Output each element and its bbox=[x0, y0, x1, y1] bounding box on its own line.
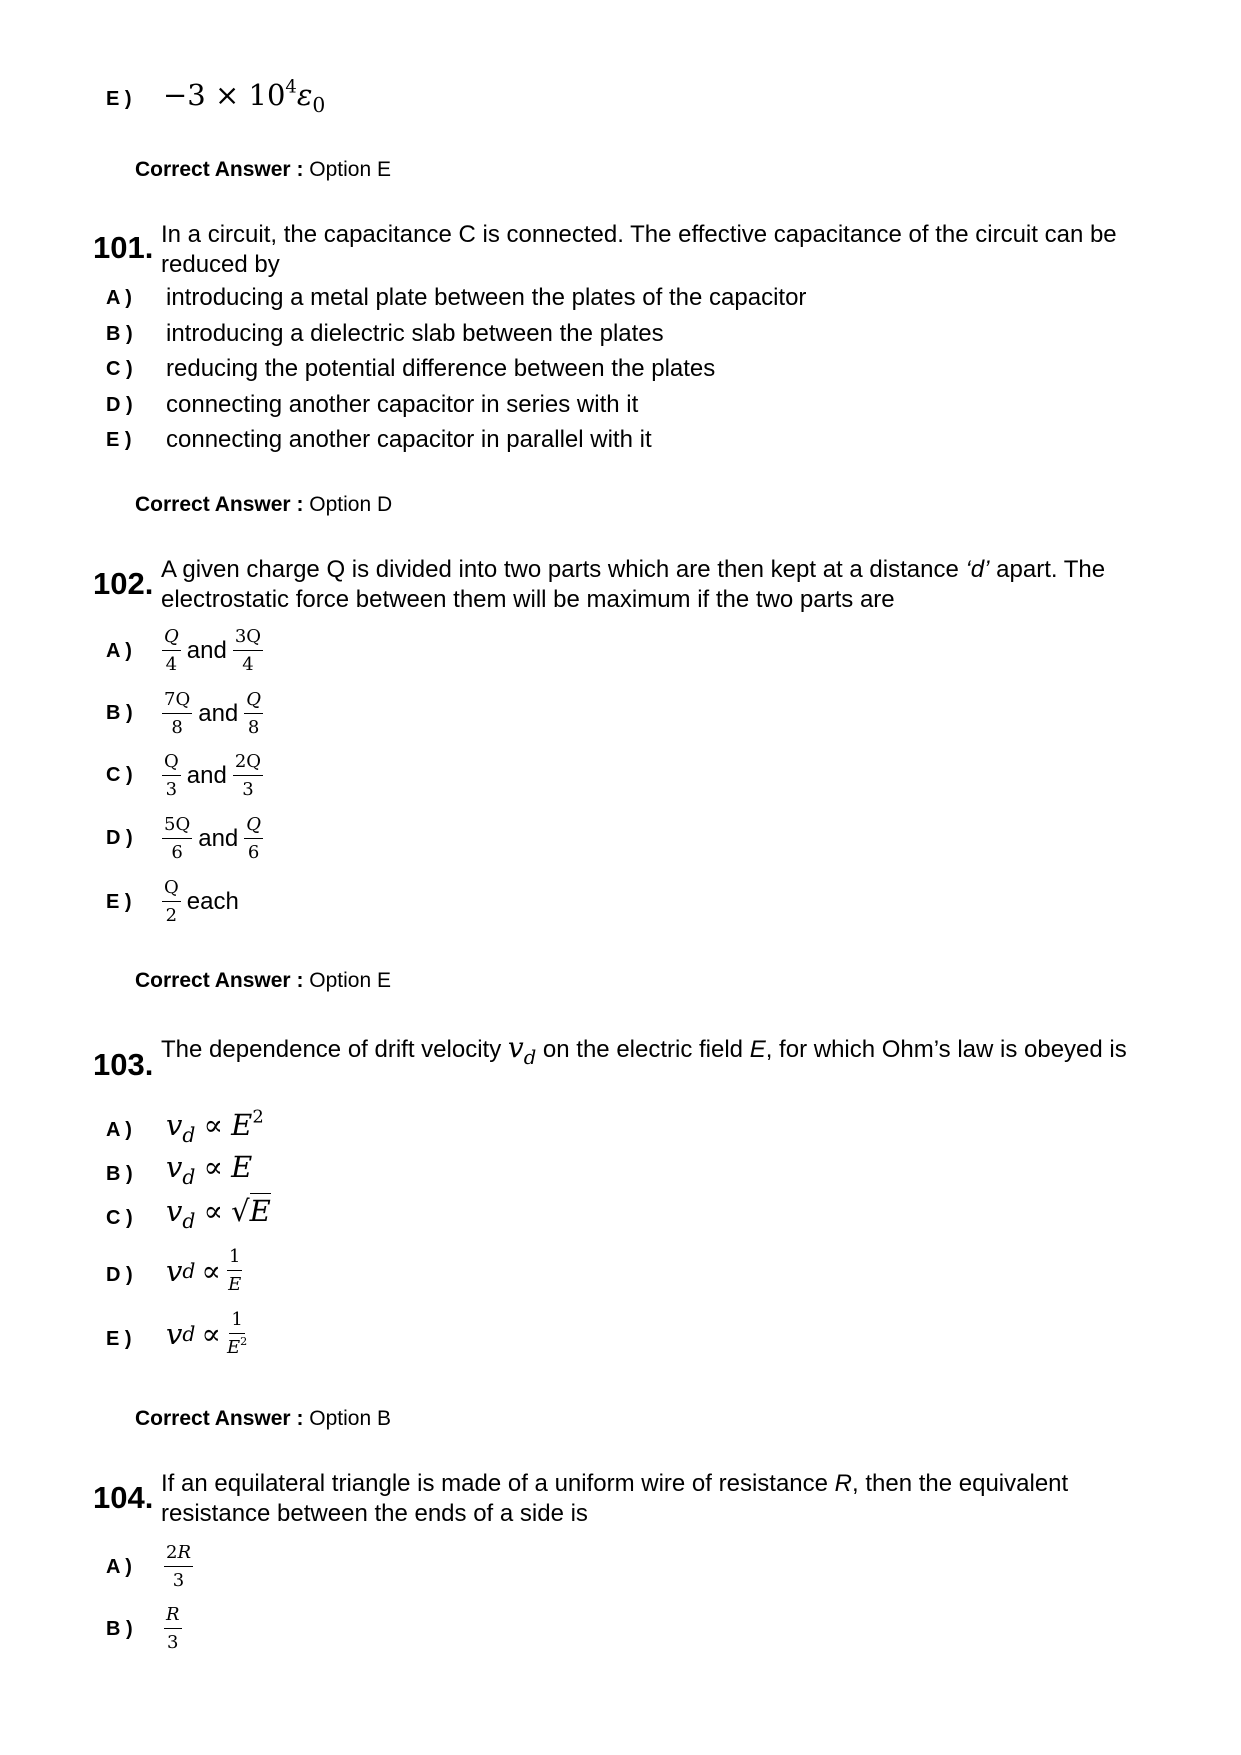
option-label: A ) bbox=[106, 1556, 132, 1578]
option-label: A ) bbox=[106, 287, 132, 309]
option-expression: $\frac{5Q}{6}$ and $\frac{Q}{6}$ bbox=[164, 814, 262, 863]
question-text: If an equilateral triangle is made of a uniform wire of resistance R, then the equivalent resistance between the ends of a side is bbox=[161, 1470, 1069, 1527]
option-label: A ) bbox=[106, 1119, 132, 1141]
option-label: B ) bbox=[106, 702, 133, 724]
option-expression: $\frac{R}{3}$ bbox=[166, 1604, 180, 1653]
option-expression: $\frac{Q}{4}$ and $\frac{3Q}{4}$ bbox=[164, 626, 262, 675]
option-expression: v d ∝ $\frac{1}{E^2}$ bbox=[166, 1309, 248, 1358]
option-label: C ) bbox=[106, 358, 133, 380]
option-label: E ) bbox=[106, 88, 132, 110]
option-label: E ) bbox=[106, 891, 132, 913]
option-text: reducing the potential difference between the plates bbox=[166, 355, 716, 382]
question-number: 102. bbox=[93, 566, 154, 601]
option-expression: $\frac{2R}{3}$ bbox=[166, 1542, 192, 1591]
option-label: D ) bbox=[106, 827, 133, 849]
option-label: D ) bbox=[106, 394, 133, 416]
option-expression: $v_d \propto E$ bbox=[166, 1150, 253, 1190]
option-expression: $v_d \propto E^2$ bbox=[166, 1106, 264, 1148]
option-label: E ) bbox=[106, 1328, 132, 1350]
option-expression: $\frac{Q}{2}$ each bbox=[164, 877, 239, 926]
question-number: 101. bbox=[93, 230, 154, 265]
option-text: introducing a metal plate between the plates of the capacitor bbox=[166, 284, 807, 311]
option-e-expression: $-3 \times 10^4\varepsilon_0$ bbox=[163, 76, 326, 118]
option-label: E ) bbox=[106, 429, 132, 451]
option-text: connecting another capacitor in series with it bbox=[166, 391, 639, 418]
option-text: introducing a dielectric slab between the plates bbox=[166, 320, 664, 347]
option-label: B ) bbox=[106, 1163, 133, 1185]
question-number: 104. bbox=[93, 1480, 154, 1515]
question-text: The dependence of drift velocity $v_d$ on the electric field E, for which Ohm’s law is obeyed is bbox=[161, 1031, 1127, 1069]
correct-answer: Correct Answer : Option E bbox=[135, 158, 391, 181]
option-expression: $\frac{7Q}{8}$ and $\frac{Q}{8}$ bbox=[164, 689, 262, 738]
correct-answer: Correct Answer : Option D bbox=[135, 493, 393, 516]
question-text: In a circuit, the capacitance C is connected. The effective capacitance of the circuit can be reduced by bbox=[161, 221, 1117, 278]
option-label: C ) bbox=[106, 1207, 133, 1229]
option-expression: v d ∝ $\frac{1}{E}$ bbox=[166, 1246, 242, 1295]
option-label: B ) bbox=[106, 1618, 133, 1640]
question-text: A given charge Q is divided into two parts which are then kept at a distance ‘d’ apart. The electrostatic force between them will be maximum if the two parts are bbox=[161, 556, 1106, 613]
option-expression: $\frac{Q}{3}$ and $\frac{2Q}{3}$ bbox=[164, 751, 262, 800]
option-expression: $v_d \propto √E$ bbox=[166, 1194, 271, 1234]
option-label: A ) bbox=[106, 640, 132, 662]
correct-answer: Correct Answer : Option E bbox=[135, 969, 391, 992]
option-text: connecting another capacitor in parallel with it bbox=[166, 426, 652, 453]
correct-answer: Correct Answer : Option B bbox=[135, 1407, 391, 1430]
option-label: B ) bbox=[106, 323, 133, 345]
option-label: D ) bbox=[106, 1264, 133, 1286]
option-label: C ) bbox=[106, 764, 133, 786]
question-number: 103. bbox=[93, 1047, 154, 1082]
